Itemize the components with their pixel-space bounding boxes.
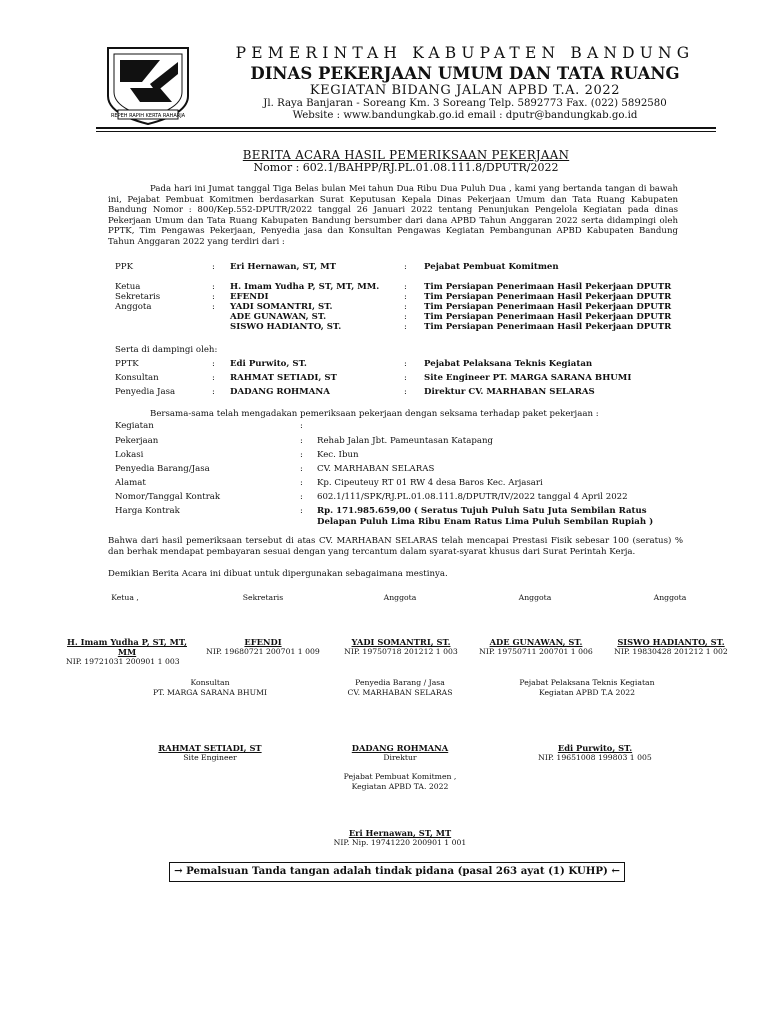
- second-row-line2: PT. MARGA SARANA BHUMI: [152, 688, 268, 697]
- kop-agency: DINAS PEKERJAAN UMUM DAN TATA RUANG: [250, 64, 680, 83]
- official-role: Sekretaris: [115, 292, 161, 302]
- colon: :: [300, 436, 303, 446]
- colon: :: [404, 282, 407, 292]
- official-name: SISWO HADIANTO, ST.: [230, 322, 342, 332]
- colon: :: [404, 387, 407, 397]
- kabupaten-bandung-logo-icon: [100, 44, 196, 126]
- signature-role: Anggota: [383, 593, 417, 602]
- detail-label: Lokasi: [115, 450, 144, 460]
- bersama-text: Bersama-sama telah mengadakan pemeriksaan pekerjaan dengan seksama terhadap paket pekerjaan :: [150, 409, 599, 419]
- signatory-name: SISWO HADIANTO, ST.: [617, 637, 725, 647]
- colon: :: [212, 373, 215, 383]
- serta-label: Serta di dampingi oleh:: [115, 345, 218, 355]
- companion-position: Site Engineer PT. MARGA SARANA BHUMI: [424, 373, 632, 383]
- official-position: Tim Persiapan Penerimaan Hasil Pekerjaan DPUTR: [424, 312, 672, 322]
- colon: :: [300, 421, 303, 431]
- official-position: Tim Persiapan Penerimaan Hasil Pekerjaan DPUTR: [424, 322, 672, 332]
- colon: :: [212, 302, 215, 312]
- ppk-nip: NIP. Nip. 19741220 200901 1 001: [333, 838, 467, 847]
- detail-value: 602.1/111/SPK/RJ.PL.01.08.111.8/DPUTR/IV/2022 tanggal 4 April 2022: [317, 492, 628, 502]
- signatory-name: YADI SOMANTRI, ST.: [351, 637, 451, 647]
- companion-name: RAHMAT SETIADI, ST: [230, 373, 337, 383]
- colon: :: [404, 262, 407, 272]
- colon: :: [404, 302, 407, 312]
- colon: :: [404, 322, 407, 332]
- official-position: Tim Persiapan Penerimaan Hasil Pekerjaan DPUTR: [424, 282, 672, 292]
- colon: :: [212, 292, 215, 302]
- signatory-nip: NIP. 19680721 200701 1 009: [206, 647, 320, 656]
- colon: :: [212, 387, 215, 397]
- signatory-name: EFENDI: [244, 637, 282, 647]
- colon: :: [300, 492, 303, 502]
- colon: :: [404, 292, 407, 302]
- colon: :: [212, 262, 215, 272]
- second-row-sub: Site Engineer: [183, 753, 237, 762]
- companion-position: Direktur CV. MARHABAN SELARAS: [424, 387, 595, 397]
- forgery-warning-text: → Pemalsuan Tanda tangan adalah tindak pidana (pasal 263 ayat (1) KUHP) ←: [174, 865, 620, 877]
- colon: :: [300, 478, 303, 488]
- signatory-nip: NIP. 19750711 200701 1 006: [479, 647, 593, 656]
- signature-role: Ketua ,: [111, 593, 139, 602]
- kop-activity: KEGIATAN BIDANG JALAN APBD T.A. 2022: [309, 83, 621, 98]
- ppk-line2: Kegiatan APBD TA. 2022: [351, 782, 449, 791]
- official-name: H. Imam Yudha P, ST, MT, MM.: [230, 282, 380, 292]
- second-row-name: Edi Purwito, ST.: [557, 743, 633, 753]
- detail-value: CV. MARHABAN SELARAS: [317, 464, 435, 474]
- companion-role: Penyedia Jasa: [115, 387, 176, 397]
- colon: :: [404, 359, 407, 369]
- kop-address: Jl. Raya Banjaran - Soreang Km. 3 Soreang Telp. 5892773 Fax. (022) 5892580: [263, 98, 667, 109]
- contract-price: Rp. 171.985.659,00 ( Seratus Tujuh Puluh Satu Juta Sembilan Ratus: [317, 506, 647, 516]
- detail-label: Penyedia Barang/Jasa: [115, 464, 210, 474]
- official-name: EFENDI: [230, 292, 269, 302]
- detail-value: Kec. Ibun: [317, 450, 359, 460]
- official-role: PPK: [115, 262, 133, 272]
- signatory-name: H. Imam Yudha P, ST, MT, MM: [67, 637, 187, 657]
- detail-label: Nomor/Tanggal Kontrak: [115, 492, 221, 502]
- companion-role: PPTK: [115, 359, 139, 369]
- header-divider-thick: [96, 127, 716, 129]
- companion-position: Pejabat Pelaksana Teknis Kegiatan: [424, 359, 593, 369]
- second-row-name: DADANG ROHMANA: [351, 743, 449, 753]
- detail-label: Alamat: [115, 478, 146, 488]
- second-row-line1: Pejabat Pelaksana Teknis Kegiatan: [519, 678, 655, 687]
- detail-value: Rehab Jalan Jbt. Pameuntasan Katapang: [317, 436, 493, 446]
- detail-label: Pekerjaan: [115, 436, 159, 446]
- detail-value: Kp. Cipeuteuy RT 01 RW 4 desa Baros Kec. Arjasari: [317, 478, 543, 488]
- logo-motto: REPEH RAPIH KERTA RAHARJA: [110, 113, 186, 119]
- bahwa-paragraph: Bahwa dari hasil pemeriksaan tersebut di atas CV. MARHABAN SELARAS telah mencapai Prestasi Fisik sebesar 100 (seratus) % dan berhak mendapat pembayaran sesuai dengan yang tercantum dalam syarat-syarat khusus dari Surat Perintah Kerja.: [108, 536, 683, 557]
- official-position: Tim Persiapan Penerimaan Hasil Pekerjaan DPUTR: [424, 292, 672, 302]
- official-name: ADE GUNAWAN, ST.: [230, 312, 327, 322]
- kop-government: PEMERINTAH KABUPATEN BANDUNG: [235, 44, 695, 62]
- document-title: BERITA ACARA HASIL PEMERIKSAAN PEKERJAAN: [242, 148, 570, 162]
- document-number: Nomor : 602.1/BAHPP/RJ.PL.01.08.111.8/DPUTR/2022: [253, 161, 559, 174]
- second-row-sub: Direktur: [383, 753, 417, 762]
- official-position: Tim Persiapan Penerimaan Hasil Pekerjaan DPUTR: [424, 302, 672, 312]
- official-name: YADI SOMANTRI, ST.: [230, 302, 333, 312]
- signature-role: Anggota: [518, 593, 552, 602]
- header-divider-thin: [96, 131, 716, 132]
- colon: :: [212, 359, 215, 369]
- official-role: Anggota: [115, 302, 152, 312]
- signature-role: Sekretaris: [242, 593, 284, 602]
- second-row-line2: CV. MARHABAN SELARAS: [347, 688, 453, 697]
- ppk-name: Eri Hernawan, ST, MT: [348, 828, 452, 838]
- kop-website: Website : www.bandungkab.go.id email : dputr@bandungkab.go.id: [292, 110, 638, 121]
- signature-role: Anggota: [653, 593, 687, 602]
- closing-statement: Demikian Berita Acara ini dibuat untuk dipergunakan sebagaimana mestinya.: [108, 569, 448, 579]
- colon: :: [404, 373, 407, 383]
- official-role: Ketua: [115, 282, 141, 292]
- colon: :: [300, 464, 303, 474]
- official-name: Eri Hernawan, ST, MT: [230, 262, 337, 272]
- second-row-name: RAHMAT SETIADI, ST: [158, 743, 262, 753]
- signatory-nip: NIP. 19750718 201212 1 003: [344, 647, 458, 656]
- colon: :: [212, 282, 215, 292]
- companion-role: Konsultan: [115, 373, 159, 383]
- colon: :: [404, 312, 407, 322]
- second-row-line1: Konsultan: [190, 678, 230, 687]
- colon: :: [300, 506, 303, 516]
- second-row-line2: Kegiatan APBD T.A 2022: [538, 688, 636, 697]
- signatory-nip: NIP. 19830428 201212 1 002: [614, 647, 728, 656]
- detail-label: Harga Kontrak: [115, 506, 180, 516]
- forgery-warning-box: [169, 862, 625, 882]
- official-position: Pejabat Pembuat Komitmen: [424, 262, 559, 272]
- second-row-sub: NIP. 19651008 199803 1 005: [538, 753, 652, 762]
- signatory-nip: NIP. 19721031 200901 1 003: [66, 657, 180, 666]
- contract-price-words: Delapan Puluh Lima Ribu Enam Ratus Lima Puluh Sembilan Rupiah ): [317, 517, 654, 527]
- companion-name: Edi Purwito, ST.: [230, 359, 307, 369]
- colon: :: [300, 450, 303, 460]
- ppk-line1: Pejabat Pembuat Komitmen ,: [343, 772, 457, 781]
- companion-name: DADANG ROHMANA: [230, 387, 330, 397]
- signatory-name: ADE GUNAWAN, ST.: [489, 637, 583, 647]
- detail-label: Kegiatan: [115, 421, 154, 431]
- second-row-line1: Penyedia Barang / Jasa: [355, 678, 445, 687]
- intro-paragraph: Pada hari ini Jumat tanggal Tiga Belas bulan Mei tahun Dua Ribu Dua Puluh Dua , kami yang bertanda tangan di bawah ini, Pejabat Pembuat Komitmen berdasarkan Surat Keputusan Kepala Dinas Pekerjaan Umum dan Tata Ruang Kabupaten Bandung Nomor : 800/Kep.552-DPUTR/2022 tanggal 26 Januari 2022 tentang Penunjukan Pengelola Kegiatan pada dinas Pekerjaan Umum dan Tata Ruang Kabupaten Bandung bersumber dari dana APBD Tahun Anggaran 2022 serta didampingi oleh PPTK, Tim Pengawas Pekerjaan, Penyedia jasa dan Konsultan Pengawas Kegiatan Pembangunan APBD Kabupaten Bandung Tahun Anggaran 2022 yang terdiri dari :: [108, 184, 678, 247]
